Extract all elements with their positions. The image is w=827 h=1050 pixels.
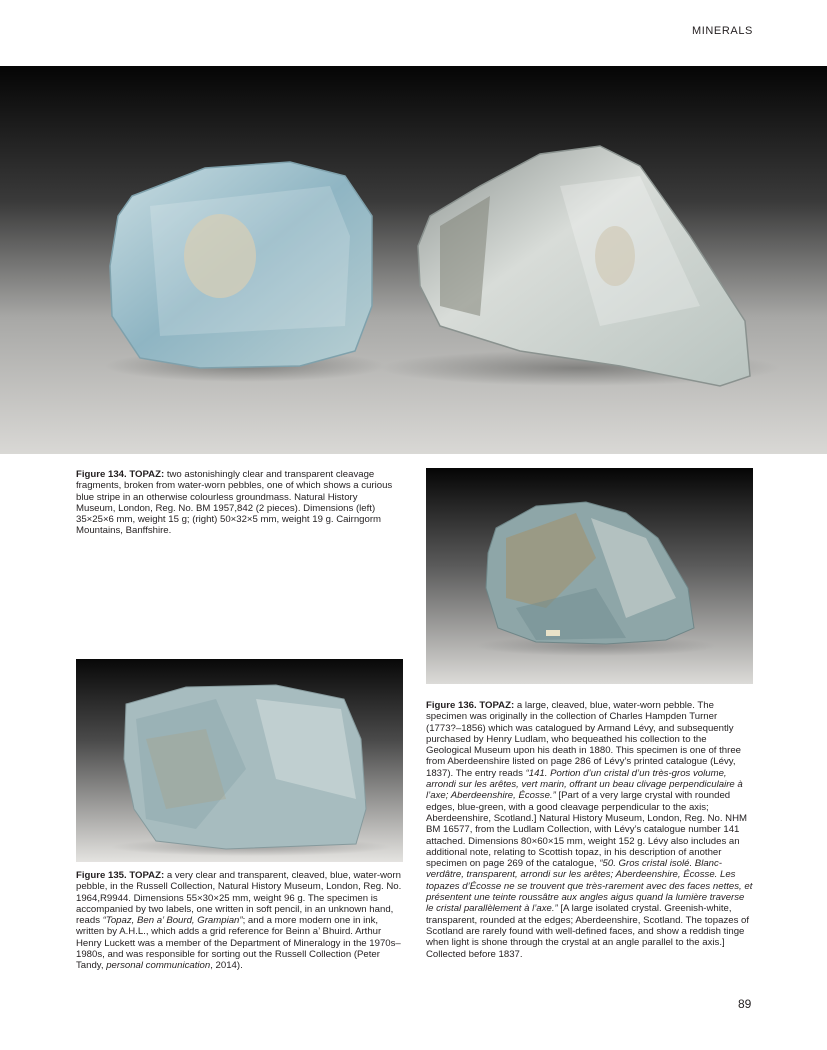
figure-136-text-1: a large, cleaved, blue, water-worn pebble. The specimen was originally in the collection of Charles Hampden Turner (1773?–1856) which was catalogued by Armand Lévy, and subsequently purchased by Henry Ludlam, who bequeathed his collection to the Geological Museum upon his death in 1880. This specimen is one of three from Aberdeenshire listed on page 286 of Lévy’s printed catalogue (Lévy, 1837). The entry reads xyxy=(426,700,742,779)
figure-136-quote-50: “50. Gros cristal isolé. Blanc-verdâtre, transparent, arrondi sur les arêtes; Aberdeenshire, Écosse. Les topazes d’Écosse ne se trouvent que très-rarement avec des faces nettes, et présentent une teinte roussâtre aux angles aigus quand la lumière traverse le cristal parallèlement à l’axe.” xyxy=(426,858,753,915)
figure-136-text-2: [Part of a very large crystal with rounded edges, blue-green, with a good cleavage perpendicular to the axis; Aberdeenshire, Scotland.] Natural History Museum, London, Reg. No. NHM BM 16577, from the Ludlam Collection, with Lévy’s catalogue number 141 attached. Dimensions 80×60×15 mm, weight 152 g. Lévy also includes an additional note, relating to Scottish topaz, in his description of another specimen on page 269 of the catalogue, xyxy=(426,790,748,870)
figure-136-text-3: [A large isolated crystal. Greenish-white, transparent, rounded at the edges; Aberdeenshire, Scotland. The topazes of Scotland are rarely found with well-defined faces, and show a reddish tinge when light is shone through the crystal at an angle parallel to the axis.] Collected before 1837. xyxy=(426,903,750,960)
figure-134-photo xyxy=(0,66,827,454)
figure-134-label: Figure 134. TOPAZ: xyxy=(76,469,165,480)
figure-136-caption xyxy=(426,700,754,960)
figure-135-caption xyxy=(76,870,403,972)
figure-136-photo xyxy=(426,468,753,684)
figure-135-text-3: , 2014). xyxy=(210,960,243,972)
figure-134-caption xyxy=(76,469,394,537)
figure-135-label-quote: “Topaz, Ben a’ Bourd, Grampian” xyxy=(102,915,243,927)
figure-135-label: Figure 135. TOPAZ: xyxy=(76,870,165,881)
page-number: 89 xyxy=(738,997,752,1011)
figure-136-quote-141: “141. Portion d’un cristal d’un très-gros volume, arrondi sur les arêtes, vert marin, offrant un beau clivage perpendiculaire à l’axe; Aberdeenshire, Écosse.” xyxy=(426,767,743,802)
figure-135-photo xyxy=(76,659,403,862)
figure-135-text-1: a very clear and transparent, cleaved, blue, water-worn pebble, in the Russell Collection, Natural History Museum, London, Reg. No. 1964,R9944. Dimensions 55×30×25 mm, weight 96 g. The specimen is accompanied by two labels, one written in soft pencil, in an unknown hand, reads xyxy=(76,870,402,927)
figure-135-text-2: ; and a more modern one in ink, written by A.H.L., which adds a grid reference for Beinn a’ Bhuird. Arthur Henry Luckett was a member of the Department of Mineralogy in the 1970s–1980s, and was responsible for sorting out the Russell Collection (Peter Tandy, xyxy=(76,915,401,972)
figure-136-label: Figure 136. TOPAZ: xyxy=(426,700,515,711)
figure-135-citation: personal communication xyxy=(106,960,211,972)
figure-134-text: two astonishingly clear and transparent cleavage fragments, broken from water-worn pebbles, one of which shows a curious blue stripe in an otherwise colourless groundmass. Natural History Museum, London, Reg. No. BM 1957,842 (2 pieces). Dimensions (left) 35×25×6 mm, weight 15 g; (right) 50×32×5 mm, weight 19 g. Cairngorm Mountains, Banffshire. xyxy=(76,469,393,537)
running-header: MINERALS xyxy=(691,25,753,37)
